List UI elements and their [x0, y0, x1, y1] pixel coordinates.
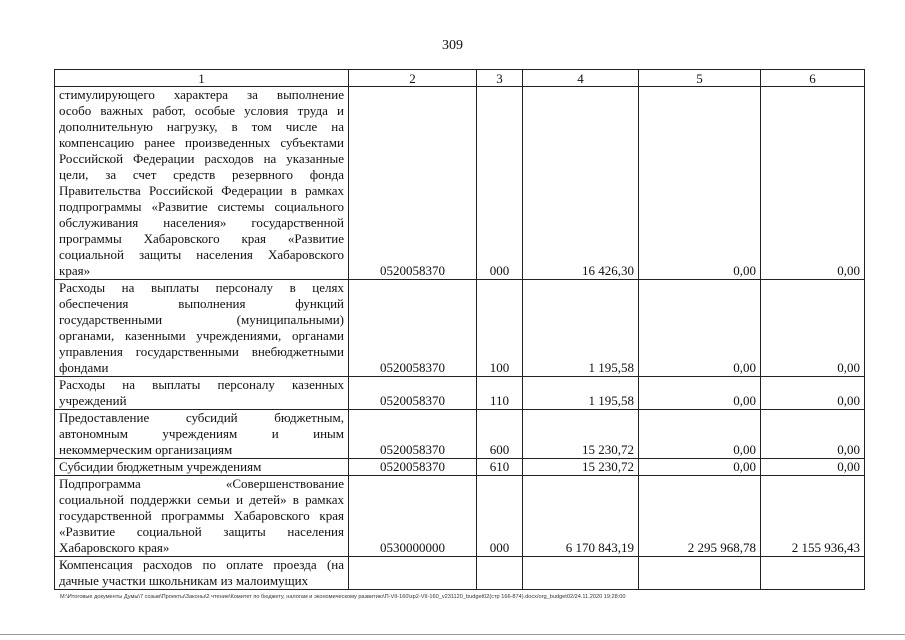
- row-value-col6: 0,00: [761, 410, 865, 459]
- header-col-6: 6: [761, 70, 865, 87]
- row-value-col6: 0,00: [761, 377, 865, 410]
- row-code: 0520058370: [349, 410, 477, 459]
- description-line: органами, казенными учреждениями, органами: [59, 328, 344, 343]
- header-col-4: 4: [523, 70, 639, 87]
- row-expense-type: 600: [477, 410, 523, 459]
- row-expense-type: 610: [477, 459, 523, 476]
- description-line: дополнительную нагрузку, в том числе на: [59, 119, 344, 134]
- table-row: [55, 459, 865, 476]
- description-line: Правительства Российской Федерации в рамках: [59, 183, 344, 198]
- description-line: программы Хабаровского края «Развитие: [59, 231, 344, 246]
- row-code: 0520058370: [349, 87, 477, 280]
- row-description: [55, 280, 349, 377]
- row-description: [55, 377, 349, 410]
- header-col-5: 5: [639, 70, 761, 87]
- description-line: Российской Федерации расходов на указанные: [59, 151, 344, 166]
- description-line: обслуживания населения» государственной: [59, 215, 344, 230]
- row-expense-type: 000: [477, 476, 523, 557]
- description-line: Предоставление субсидий бюджетным,: [59, 410, 344, 425]
- row-description: [55, 87, 349, 280]
- row-expense-type: [477, 557, 523, 590]
- description-line: фондами: [59, 360, 109, 375]
- row-value-col4: [523, 557, 639, 590]
- row-value-col5: 0,00: [639, 459, 761, 476]
- description-line: учреждений: [59, 393, 127, 408]
- row-description: [55, 410, 349, 459]
- description-line: государственной программы Хабаровского края: [59, 508, 344, 523]
- row-value-col4: 16 426,30: [523, 87, 639, 280]
- budget-table: [54, 69, 865, 590]
- row-code: 0520058370: [349, 459, 477, 476]
- description-line: компенсацию ранее произведенных субъектами: [59, 135, 344, 150]
- row-value-col6: 0,00: [761, 87, 865, 280]
- row-expense-type: 100: [477, 280, 523, 377]
- header-col-3: 3: [477, 70, 523, 87]
- description-line: некоммерческим организациям: [59, 442, 233, 457]
- row-description: [55, 557, 349, 590]
- row-value-col5: [639, 557, 761, 590]
- bottom-rule: [0, 634, 905, 635]
- row-value-col4: 6 170 843,19: [523, 476, 639, 557]
- description-line: социальной защиты населения Хабаровского: [59, 247, 344, 262]
- header-col-1: 1: [55, 70, 349, 87]
- header-row: [55, 70, 865, 87]
- table-row: [55, 87, 865, 280]
- row-value-col4: 1 195,58: [523, 377, 639, 410]
- description-line: управления государственными внебюджетными: [59, 344, 344, 359]
- table-row: [55, 476, 865, 557]
- description-line: подпрограммы «Развитие системы социального: [59, 199, 344, 214]
- row-code: 0520058370: [349, 280, 477, 377]
- description-line: края»: [59, 263, 91, 278]
- header-col-2: 2: [349, 70, 477, 87]
- description-line: Расходы на выплаты персоналу казенных: [59, 377, 344, 392]
- row-code: 0520058370: [349, 377, 477, 410]
- table-row: [55, 557, 865, 590]
- row-value-col5: 2 295 968,78: [639, 476, 761, 557]
- row-expense-type: 000: [477, 87, 523, 280]
- row-value-col5: 0,00: [639, 87, 761, 280]
- row-value-col5: 0,00: [639, 410, 761, 459]
- row-value-col4: 15 230,72: [523, 459, 639, 476]
- table-row: [55, 280, 865, 377]
- row-description: [55, 476, 349, 557]
- description-line: Хабаровского края»: [59, 540, 170, 555]
- row-value-col6: [761, 557, 865, 590]
- row-description: [55, 459, 349, 476]
- description-line: автономным учреждениям и иным: [59, 426, 344, 441]
- row-code: 0530000000: [349, 476, 477, 557]
- description-line: Расходы на выплаты персоналу в целях: [59, 280, 344, 295]
- row-value-col5: 0,00: [639, 280, 761, 377]
- table-row: [55, 377, 865, 410]
- description-line: обеспечения выполнения функций: [59, 296, 344, 311]
- description-line: государственными (муниципальными): [59, 312, 344, 327]
- description-line: цели, за счет средств резервного фонда: [59, 167, 344, 182]
- row-code: [349, 557, 477, 590]
- description-line: Субсидии бюджетным учреждениям: [59, 459, 262, 474]
- row-value-col5: 0,00: [639, 377, 761, 410]
- row-value-col6: 0,00: [761, 280, 865, 377]
- description-line: «Развитие социальной защиты населения: [59, 524, 344, 539]
- file-path-footer: M:\Итоговые документы Думы\7 созыв\Проекты\Законы\2 чтение\Комитет по бюджету, налогам и экономическому развитию\П-VII-160\зр2-VII-160_v231120_budget02(стр 166-874).docx/org_budget02/24.11.2020 19:28:00: [60, 594, 626, 600]
- description-line: Подпрограмма «Совершенствование: [59, 476, 344, 491]
- row-expense-type: 110: [477, 377, 523, 410]
- description-line: стимулирующего характера за выполнение: [59, 87, 344, 102]
- description-line: Компенсация расходов по оплате проезда (на: [59, 557, 344, 572]
- row-value-col6: 0,00: [761, 459, 865, 476]
- row-value-col4: 15 230,72: [523, 410, 639, 459]
- row-value-col6: 2 155 936,43: [761, 476, 865, 557]
- table-row: [55, 410, 865, 459]
- description-line: социальной поддержки семьи и детей» в рамках: [59, 492, 344, 507]
- page-number: 309: [442, 38, 463, 53]
- description-line: особо важных работ, особые условия труда и: [59, 103, 344, 118]
- description-line: дачные участки школьникам из малоимущих: [59, 573, 309, 588]
- row-value-col4: 1 195,58: [523, 280, 639, 377]
